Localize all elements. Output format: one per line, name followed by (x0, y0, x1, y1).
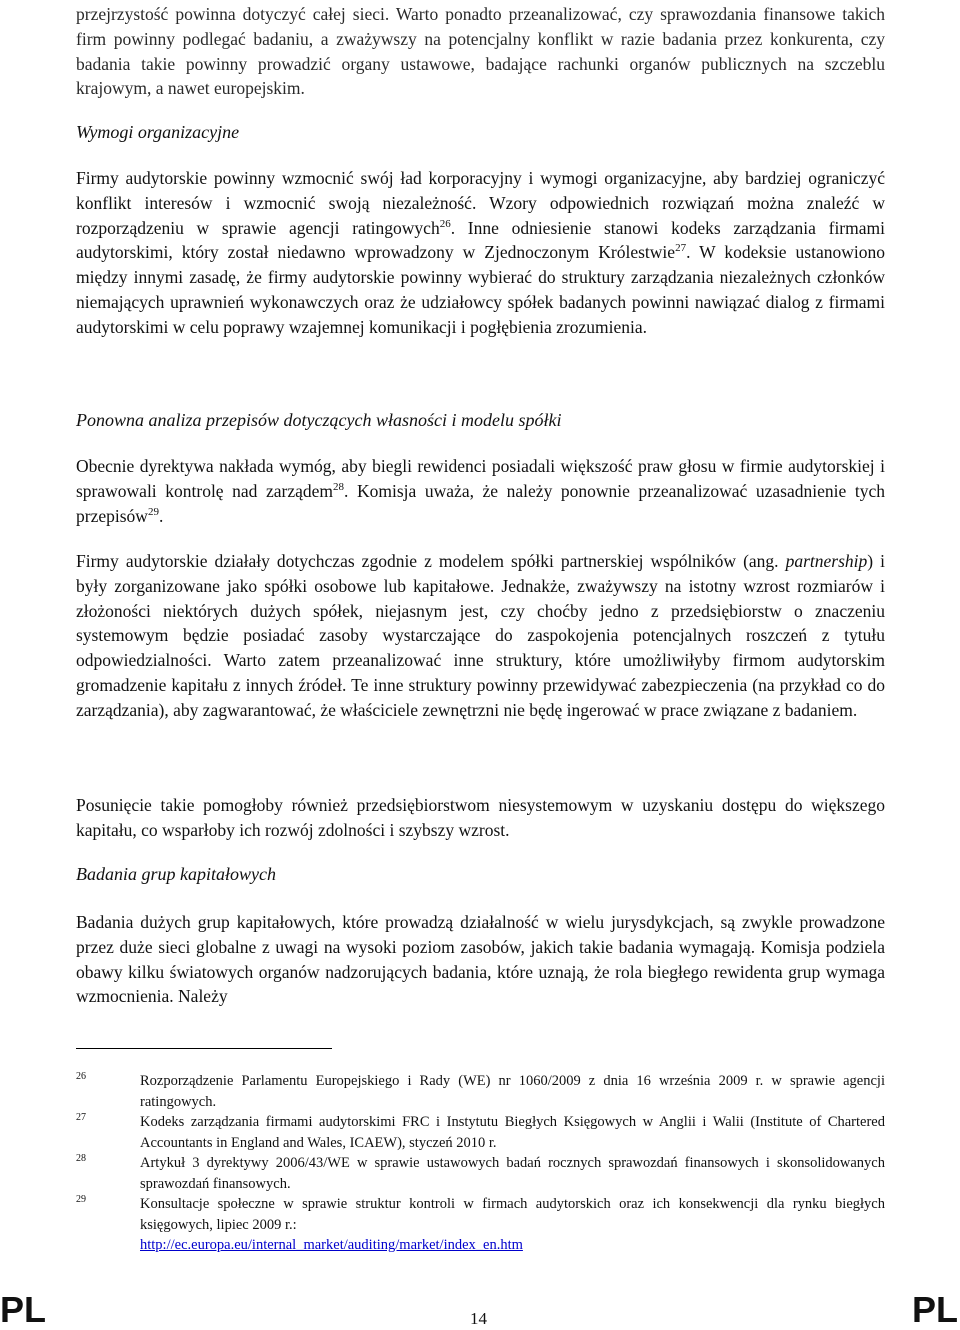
page-number: 14 (470, 1309, 487, 1328)
language-code-right: PL (911, 1289, 958, 1330)
footnote-ref-28[interactable]: 28 (333, 480, 345, 493)
section-heading-organizational: Wymogi organizacyjne (76, 122, 240, 142)
footnote-ref-26[interactable]: 26 (439, 217, 451, 230)
footnote-ref-29[interactable]: 29 (147, 505, 159, 518)
paragraph-organizational: Firmy audytorskie powinny wzmocnić swój ład korporacyjny i wymogi organizacyjne, aby bardziej ograniczyć konflikt interesów i wzmocnić swoją niezależność. Wzory odpowiednich rozwiązań można znaleźć w rozporządzeniu w sprawie agencji ratingowych$^{26}$. Inne odniesienie stanowi kodeks zarządzania firmami audytorskimi, który został niedawno wprowadzony w Zjednoczonym Królestwie$^{27}$. W kodeksie ustanowiono między innymi zasadę, że firmy audytorskie powinny wybierać do struktury zarządzania niezależnych członków niemających uprawnień wykonawczych oraz że udziałowcy spółek badanych powinni nawiązać dialog z firmami audytorskimi w celu poprawy wzajemnej komunikacji i pogłębienia zrozumienia. (76, 168, 885, 337)
footnote-29-link[interactable]: http://ec.europa.eu/internal_market/auditing/market/index_en.htm (140, 1237, 523, 1253)
paragraph-ownership-2: Firmy audytorskie działały dotychczas zgodnie z modelem spółki partnerskiej wspólników (ang. partnership) i były zorganizowane jako spółki osobowe lub kapitałowe. Jednakże, zważywszy na istotny wzrost rozmiarów i złożoności niektórych dużych spółek, niejasnym jest, czy choćby jedno z przedsiębiorstw o znaczeniu systemowym będzie posiadać zasoby wystarczające do zaspokojenia potencjalnych roszczeń z tytułu odpowiedzialności. Warto zatem przeanalizować inne struktury, które umożliwiłyby firmom audytorskim gromadzenie kapitału z innych źródeł. Te inne struktury powinny przewidywać zabezpieczenia (na przykład co do zarządzania), aby zagwarantować, że właściciele zewnętrzni nie będę ingerować w prace związane z badaniem. (76, 551, 885, 720)
footnote-separator (76, 1048, 332, 1049)
footnote-ref-27[interactable]: 27 (675, 242, 687, 255)
section-heading-ownership: Ponowna analiza przepisów dotyczących własności i modelu spółki (76, 410, 562, 430)
paragraph-ownership-1: Obecnie dyrektywa nakłada wymóg, aby biegli rewidenci posiadali większość praw głosu w firmie audytorskiej i sprawowali kontrolę nad zarządem$^{28}$. Komisja uważa, że należy ponownie przeanalizować uzasadnienie tych przepisów$^{29}$. (76, 456, 885, 526)
language-code-left: PL (0, 1289, 47, 1330)
paragraph-intro: przejrzystość powinna dotyczyć całej sieci. Warto ponadto przeanalizować, czy sprawozdania finansowe takich firm powinny podlegać badaniu, a zważywszy na potencjalny konflikt w razie badania przez konkurenta, czy badania takie powinny prowadzić organy ustawowe, badające rachunki organów publicznych na szczeblu krajowym, a nawet europejskim. (76, 4, 885, 99)
paragraph-group-audits: Badania dużych grup kapitałowych, które prowadzą działalność w wielu jurysdykcjach, są zwykle prowadzone przez duże sieci globalne z uwagi na wysoki poziom zasobów, jakich takie badania wymagają. Komisja podziela obawy kilku światowych organów nadzorujących badania, które uznają, że rola biegłego rewidenta grup wymaga wzmocnienia. Należy (76, 912, 885, 1007)
section-heading-group-audits: Badania grup kapitałowych (76, 864, 276, 884)
paragraph-ownership-3: Posunięcie takie pomogłoby również przedsiębiorstwom niesystemowym w uzyskaniu dostępu do większego kapitału, co wsparłoby ich rozwój zdolności i szybszy wzrost. (76, 795, 885, 840)
